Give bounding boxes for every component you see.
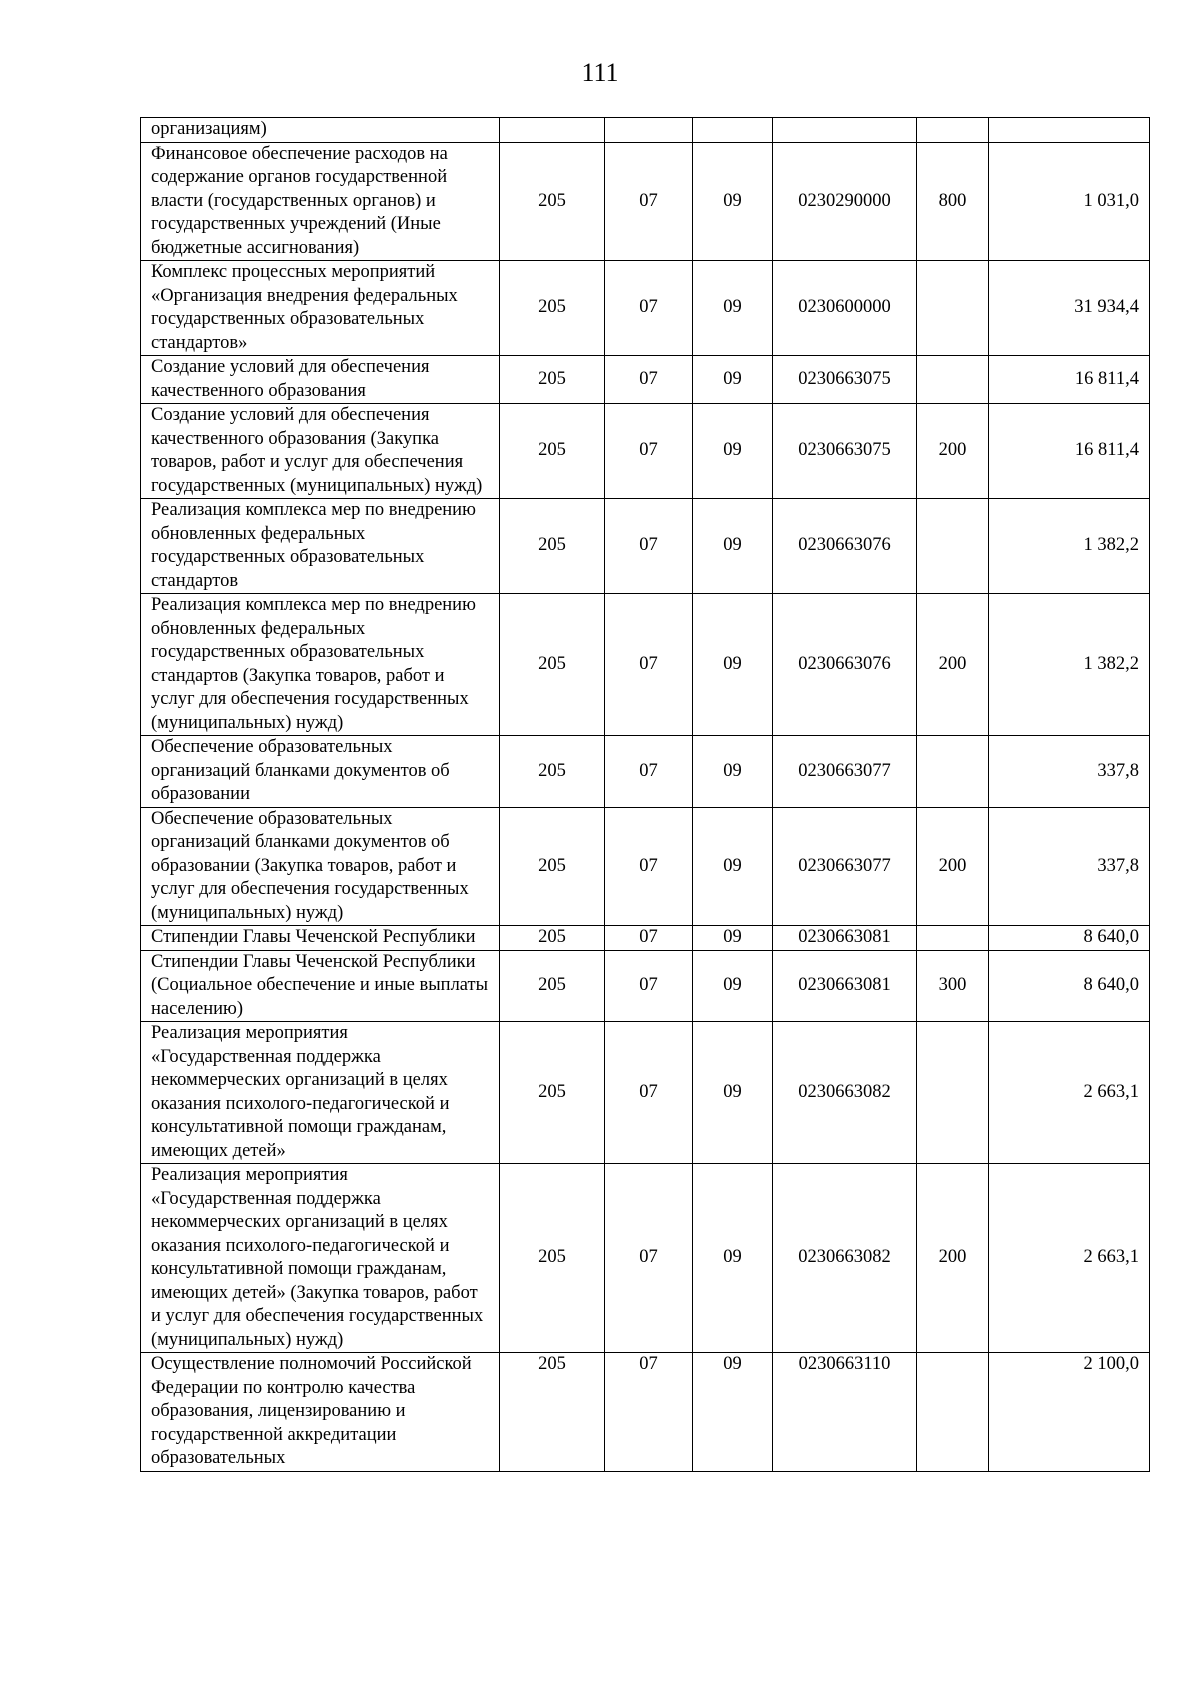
target-article-cell: 0230663110 (773, 1353, 917, 1472)
expense-type-cell: 200 (917, 1164, 989, 1353)
expense-type-cell: 200 (917, 807, 989, 926)
row-name-cell: Стипендии Главы Чеченской Республики (Социальное обеспечение и иные выплаты населению) (141, 950, 500, 1022)
row-name-cell: организациям) (141, 118, 500, 143)
target-article-cell: 0230290000 (773, 142, 917, 261)
expense-type-cell (917, 118, 989, 143)
grbs-code-cell: 205 (500, 404, 605, 499)
row-name-cell: Финансовое обеспечение расходов на содержание органов государственной власти (государственных органов) и государственных учреждений (Иные бюджетные ассигнования) (141, 142, 500, 261)
grbs-code-cell: 205 (500, 356, 605, 404)
expense-type-cell (917, 499, 989, 594)
table-row (141, 594, 1150, 736)
table-row (141, 499, 1150, 594)
page-number: 111 (581, 58, 619, 87)
amount-cell: 337,8 (989, 736, 1150, 808)
table-row (141, 926, 1150, 951)
section-code-cell: 07 (605, 1353, 693, 1472)
target-article-cell (773, 118, 917, 143)
subsection-code-cell: 09 (693, 807, 773, 926)
table-row (141, 142, 1150, 261)
expense-type-cell: 800 (917, 142, 989, 261)
expense-type-cell (917, 926, 989, 951)
expense-type-cell (917, 261, 989, 356)
row-name-cell: Осуществление полномочий Российской Федерации по контролю качества образования, лицензированию и государственной аккредитации образовательных (141, 1353, 500, 1472)
grbs-code-cell: 205 (500, 926, 605, 951)
amount-cell: 16 811,4 (989, 356, 1150, 404)
subsection-code-cell: 09 (693, 1022, 773, 1164)
subsection-code-cell: 09 (693, 736, 773, 808)
target-article-cell: 0230663082 (773, 1022, 917, 1164)
amount-cell (989, 118, 1150, 143)
row-name-cell: Обеспечение образовательных организаций бланками документов об образовании (Закупка товаров, работ и услуг для обеспечения государственных (муниципальных) нужд) (141, 807, 500, 926)
table-row (141, 1022, 1150, 1164)
expense-type-cell: 200 (917, 404, 989, 499)
section-code-cell: 07 (605, 142, 693, 261)
table-row (141, 1353, 1150, 1472)
target-article-cell: 0230663077 (773, 807, 917, 926)
section-code-cell: 07 (605, 261, 693, 356)
subsection-code-cell: 09 (693, 594, 773, 736)
expense-type-cell (917, 736, 989, 808)
grbs-code-cell: 205 (500, 807, 605, 926)
section-code-cell: 07 (605, 1022, 693, 1164)
subsection-code-cell: 09 (693, 1164, 773, 1353)
amount-cell: 1 382,2 (989, 499, 1150, 594)
grbs-code-cell: 205 (500, 594, 605, 736)
amount-cell: 2 100,0 (989, 1353, 1150, 1472)
section-code-cell: 07 (605, 1164, 693, 1353)
subsection-code-cell: 09 (693, 926, 773, 951)
table-row (141, 261, 1150, 356)
amount-cell: 337,8 (989, 807, 1150, 926)
grbs-code-cell: 205 (500, 142, 605, 261)
row-name-cell: Обеспечение образовательных организаций бланками документов об образовании (141, 736, 500, 808)
target-article-cell: 0230663081 (773, 950, 917, 1022)
target-article-cell: 0230663081 (773, 926, 917, 951)
row-name-cell: Стипендии Главы Чеченской Республики (141, 926, 500, 951)
amount-cell: 16 811,4 (989, 404, 1150, 499)
expense-type-cell: 300 (917, 950, 989, 1022)
grbs-code-cell: 205 (500, 950, 605, 1022)
grbs-code-cell: 205 (500, 736, 605, 808)
amount-cell: 31 934,4 (989, 261, 1150, 356)
grbs-code-cell (500, 118, 605, 143)
section-code-cell: 07 (605, 950, 693, 1022)
grbs-code-cell: 205 (500, 1022, 605, 1164)
subsection-code-cell: 09 (693, 950, 773, 1022)
target-article-cell: 0230663077 (773, 736, 917, 808)
expense-type-cell (917, 1353, 989, 1472)
subsection-code-cell: 09 (693, 261, 773, 356)
grbs-code-cell: 205 (500, 1353, 605, 1472)
row-name-cell: Реализация мероприятия «Государственная поддержка некоммерческих организаций в целях оказания психолого-педагогической и консультативной помощи гражданам, имеющих детей» (Закупка товаров, работ и услуг для обеспечения государственных (муниципальных) нужд) (141, 1164, 500, 1353)
target-article-cell: 0230663082 (773, 1164, 917, 1353)
expense-type-cell (917, 356, 989, 404)
amount-cell: 2 663,1 (989, 1022, 1150, 1164)
budget-table-body (141, 118, 1150, 1472)
subsection-code-cell: 09 (693, 1353, 773, 1472)
row-name-cell: Создание условий для обеспечения качественного образования (141, 356, 500, 404)
section-code-cell (605, 118, 693, 143)
subsection-code-cell: 09 (693, 142, 773, 261)
subsection-code-cell: 09 (693, 404, 773, 499)
amount-cell: 8 640,0 (989, 950, 1150, 1022)
table-row (141, 356, 1150, 404)
table-row (141, 118, 1150, 143)
table-row (141, 736, 1150, 808)
row-name-cell: Реализация комплекса мер по внедрению обновленных федеральных государственных образовательных стандартов (Закупка товаров, работ и услуг для обеспечения государственных (муниципальных) нужд) (141, 594, 500, 736)
table-row (141, 1164, 1150, 1353)
grbs-code-cell: 205 (500, 261, 605, 356)
row-name-cell: Реализация мероприятия «Государственная поддержка некоммерческих организаций в целях оказания психолого-педагогической и консультативной помощи гражданам, имеющих детей» (141, 1022, 500, 1164)
grbs-code-cell: 205 (500, 499, 605, 594)
section-code-cell: 07 (605, 807, 693, 926)
table-row (141, 807, 1150, 926)
amount-cell: 2 663,1 (989, 1164, 1150, 1353)
subsection-code-cell: 09 (693, 356, 773, 404)
subsection-code-cell: 09 (693, 499, 773, 594)
expense-type-cell: 200 (917, 594, 989, 736)
target-article-cell: 0230663075 (773, 404, 917, 499)
section-code-cell: 07 (605, 499, 693, 594)
budget-table (140, 117, 1150, 1472)
section-code-cell: 07 (605, 926, 693, 951)
row-name-cell: Реализация комплекса мер по внедрению обновленных федеральных государственных образовательных стандартов (141, 499, 500, 594)
target-article-cell: 0230663075 (773, 356, 917, 404)
amount-cell: 8 640,0 (989, 926, 1150, 951)
amount-cell: 1 382,2 (989, 594, 1150, 736)
section-code-cell: 07 (605, 594, 693, 736)
target-article-cell: 0230600000 (773, 261, 917, 356)
row-name-cell: Комплекс процессных мероприятий «Организация внедрения федеральных государственных образовательных стандартов» (141, 261, 500, 356)
amount-cell: 1 031,0 (989, 142, 1150, 261)
row-name-cell: Создание условий для обеспечения качественного образования (Закупка товаров, работ и услуг для обеспечения государственных (муниципальных) нужд) (141, 404, 500, 499)
section-code-cell: 07 (605, 356, 693, 404)
expense-type-cell (917, 1022, 989, 1164)
grbs-code-cell: 205 (500, 1164, 605, 1353)
section-code-cell: 07 (605, 736, 693, 808)
target-article-cell: 0230663076 (773, 594, 917, 736)
subsection-code-cell (693, 118, 773, 143)
table-row (141, 950, 1150, 1022)
table-row (141, 404, 1150, 499)
target-article-cell: 0230663076 (773, 499, 917, 594)
section-code-cell: 07 (605, 404, 693, 499)
